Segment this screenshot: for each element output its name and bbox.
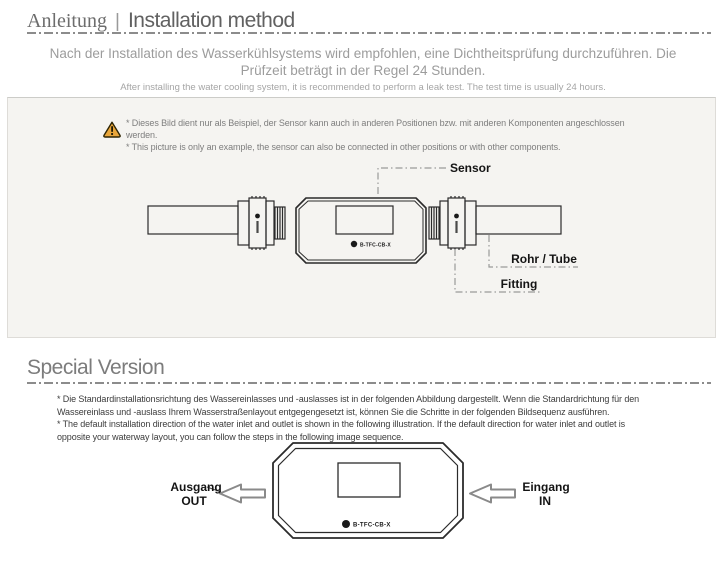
sensor-outer-shell bbox=[296, 198, 426, 263]
label-inlet-german: Eingang bbox=[522, 480, 570, 494]
example-panel bbox=[7, 97, 716, 338]
sensor-installation-diagram bbox=[8, 98, 715, 337]
label-tube: Rohr / Tube bbox=[511, 252, 577, 266]
label-inlet-english: IN bbox=[539, 494, 551, 508]
note-text-english: * This picture is only an example, the sensor can also be connected in other positions or with other components. bbox=[126, 142, 561, 152]
special-version-divider bbox=[27, 382, 711, 384]
special-version-note bbox=[57, 393, 657, 443]
device-display bbox=[338, 463, 400, 497]
label-outlet-german: Ausgang bbox=[170, 480, 222, 494]
fitting-right-marking bbox=[455, 221, 457, 233]
banner-text-english: After installing the water cooling system, it is recommended to perform a leak test. The test time is usually 24 hours. bbox=[120, 82, 606, 93]
label-outlet-english: OUT bbox=[181, 494, 207, 508]
fitting-left bbox=[238, 196, 285, 250]
sensor-model-text: B-TFC-CB-X bbox=[360, 242, 391, 249]
sensor-device bbox=[296, 198, 426, 263]
tube-right bbox=[476, 206, 561, 234]
label-fitting: Fitting bbox=[500, 277, 538, 291]
special-text-german: * Die Standardinstallationsrichtung des Wassereinlasses und -auslasses ist in der folgenden Abbildung dargestellt. Wenn die Standardrichtung für den Wassereinlass und -auslass Ihrem Wasserstraßenlayout entgegengesetzt ist, können Sie die Schritte in der folgenden Bildsequenz ausführen. bbox=[57, 394, 640, 417]
leak-test-banner bbox=[0, 45, 726, 93]
fitting-left-logo bbox=[255, 214, 260, 219]
header-divider bbox=[27, 32, 711, 34]
sensor-display bbox=[336, 206, 393, 234]
page-header bbox=[27, 9, 295, 33]
fitting-left-marking bbox=[256, 221, 258, 233]
header-title-german: Anleitung bbox=[27, 10, 107, 32]
header-separator: | bbox=[115, 11, 120, 32]
brand-logo-icon bbox=[351, 241, 357, 247]
sensor-inner-shell bbox=[299, 201, 423, 260]
special-version-title: Special Version bbox=[27, 356, 165, 379]
device-model-text: B-TFC-CB-X bbox=[353, 522, 391, 529]
brand-logo-icon bbox=[342, 520, 350, 528]
special-text-english: * The default installation direction of the water inlet and outlet is shown in the following illustration. If the default direction for water inlet and outlet is opposite your waterway layout, you can follow the steps in the following image sequence. bbox=[57, 419, 626, 442]
device-inner-shell bbox=[279, 449, 458, 533]
flow-direction-diagram bbox=[0, 440, 726, 565]
fitting-right-logo bbox=[454, 214, 459, 219]
fitting-right bbox=[429, 196, 476, 250]
outlet-arrow-icon bbox=[220, 485, 265, 503]
banner-text-german: Nach der Installation des Wasserkühlsystems wird empfohlen, eine Dichtheitsprüfung durchzuführen. Die Prüfzeit beträgt in der Regel 24 Stunden. bbox=[49, 46, 677, 78]
tube-left bbox=[148, 206, 238, 234]
inlet-arrow-icon bbox=[470, 485, 515, 503]
label-sensor: Sensor bbox=[450, 161, 491, 175]
sensor-leader-line bbox=[378, 168, 446, 197]
header-title-english: Installation method bbox=[127, 9, 295, 32]
note-text-german: * Dieses Bild dient nur als Beispiel, der Sensor kann auch in anderen Positionen bzw. mit anderen Komponenten angeschlossen werden. bbox=[126, 118, 625, 140]
sensor-device-front bbox=[273, 443, 463, 538]
